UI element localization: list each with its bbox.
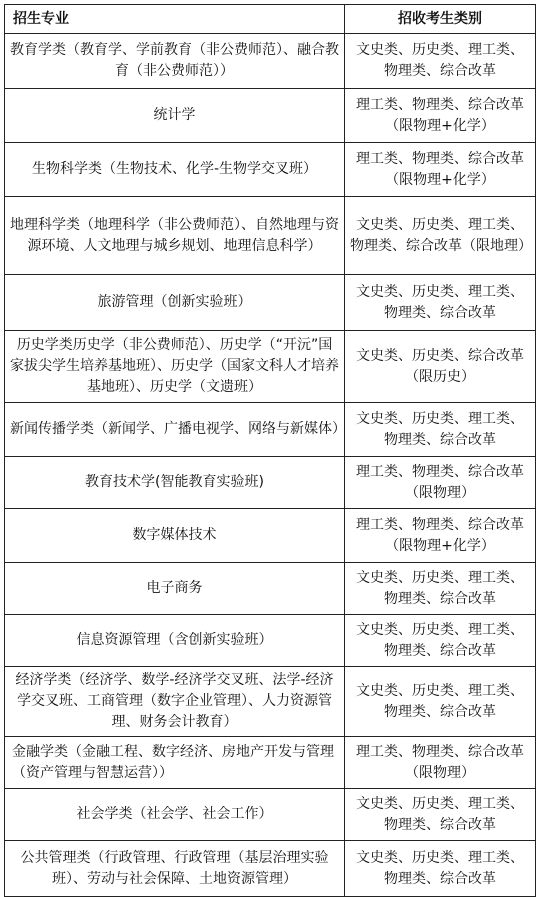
major-cell: 历史学类历史学（非公费师范）、历史学（“开沅”国家拔尖学生培养基地班）、历史学（国家文科人才培养基地班）、历史学（文遗班） xyxy=(5,331,345,403)
category-cell: 理工类、物理类、综合改革（限物理+化学） xyxy=(345,89,536,143)
major-cell: 旅游管理（创新实验班） xyxy=(5,275,345,331)
category-cell: 文史类、历史类、理工类、物理类、综合改革 xyxy=(345,403,536,457)
table-row xyxy=(5,457,536,509)
major-cell: 教育技术学(智能教育实验班) xyxy=(5,457,345,509)
major-cell: 公共管理类（行政管理、行政管理（基层治理实验班）、劳动与社会保障、土地资源管理） xyxy=(5,841,345,897)
table-row xyxy=(5,737,536,789)
category-cell: 文史类、历史类、理工类、物理类、综合改革 xyxy=(345,667,536,737)
table-row xyxy=(5,563,536,615)
category-cell: 文史类、历史类、理工类、物理类、综合改革 xyxy=(345,563,536,615)
category-cell: 文史类、历史类、理工类、物理类、综合改革 xyxy=(345,615,536,667)
major-cell: 社会学类（社会学、社会工作） xyxy=(5,789,345,841)
table-row xyxy=(5,143,536,197)
category-cell: 文史类、历史类、理工类、物理类、综合改革 xyxy=(345,275,536,331)
admission-table xyxy=(4,4,536,897)
category-cell: 理工类、物理类、综合改革（限物理） xyxy=(345,457,536,509)
header-major: 招生专业 xyxy=(5,5,345,34)
table-row xyxy=(5,615,536,667)
table-row xyxy=(5,403,536,457)
category-cell: 理工类、物理类、综合改革（限物理+化学） xyxy=(345,509,536,563)
major-cell: 地理科学类（地理科学（非公费师范）、自然地理与资源环境、人文地理与城乡规划、地理信息科学） xyxy=(5,197,345,275)
table-row xyxy=(5,89,536,143)
major-cell: 数字媒体技术 xyxy=(5,509,345,563)
table-row xyxy=(5,331,536,403)
table-row xyxy=(5,841,536,897)
category-cell: 文史类、历史类、理工类、物理类、综合改革 xyxy=(345,841,536,897)
admission-table-container xyxy=(4,4,535,897)
category-cell: 理工类、物理类、综合改革（限物理） xyxy=(345,737,536,789)
major-cell: 金融学类（金融工程、数字经济、房地产开发与管理（资产管理与智慧运营）） xyxy=(5,737,345,789)
table-row xyxy=(5,275,536,331)
major-cell: 生物科学类（生物技术、化学-生物学交叉班） xyxy=(5,143,345,197)
category-cell: 文史类、历史类、理工类、物理类、综合改革 xyxy=(345,789,536,841)
category-cell: 理工类、物理类、综合改革（限物理+化学） xyxy=(345,143,536,197)
category-cell: 文史类、历史类、理工类、物理类、综合改革 xyxy=(345,34,536,89)
category-cell: 文史类、历史类、综合改革（限历史） xyxy=(345,331,536,403)
major-cell: 经济学类（经济学、数学-经济学交叉班、法学-经济学交叉班、工商管理（数字企业管理）、人力资源管理、财务会计教育） xyxy=(5,667,345,737)
major-cell: 统计学 xyxy=(5,89,345,143)
major-cell: 新闻传播学类（新闻学、广播电视学、网络与新媒体） xyxy=(5,403,345,457)
major-cell: 电子商务 xyxy=(5,563,345,615)
header-row xyxy=(5,5,536,34)
table-row xyxy=(5,197,536,275)
category-cell: 文史类、历史类、理工类、物理类、综合改革（限地理） xyxy=(345,197,536,275)
table-row xyxy=(5,667,536,737)
header-category: 招收考生类别 xyxy=(345,5,536,34)
table-row xyxy=(5,509,536,563)
major-cell: 教育学类（教育学、学前教育（非公费师范）、融合教育（非公费师范）） xyxy=(5,34,345,89)
table-row xyxy=(5,34,536,89)
major-cell: 信息资源管理（含创新实验班） xyxy=(5,615,345,667)
table-row xyxy=(5,789,536,841)
